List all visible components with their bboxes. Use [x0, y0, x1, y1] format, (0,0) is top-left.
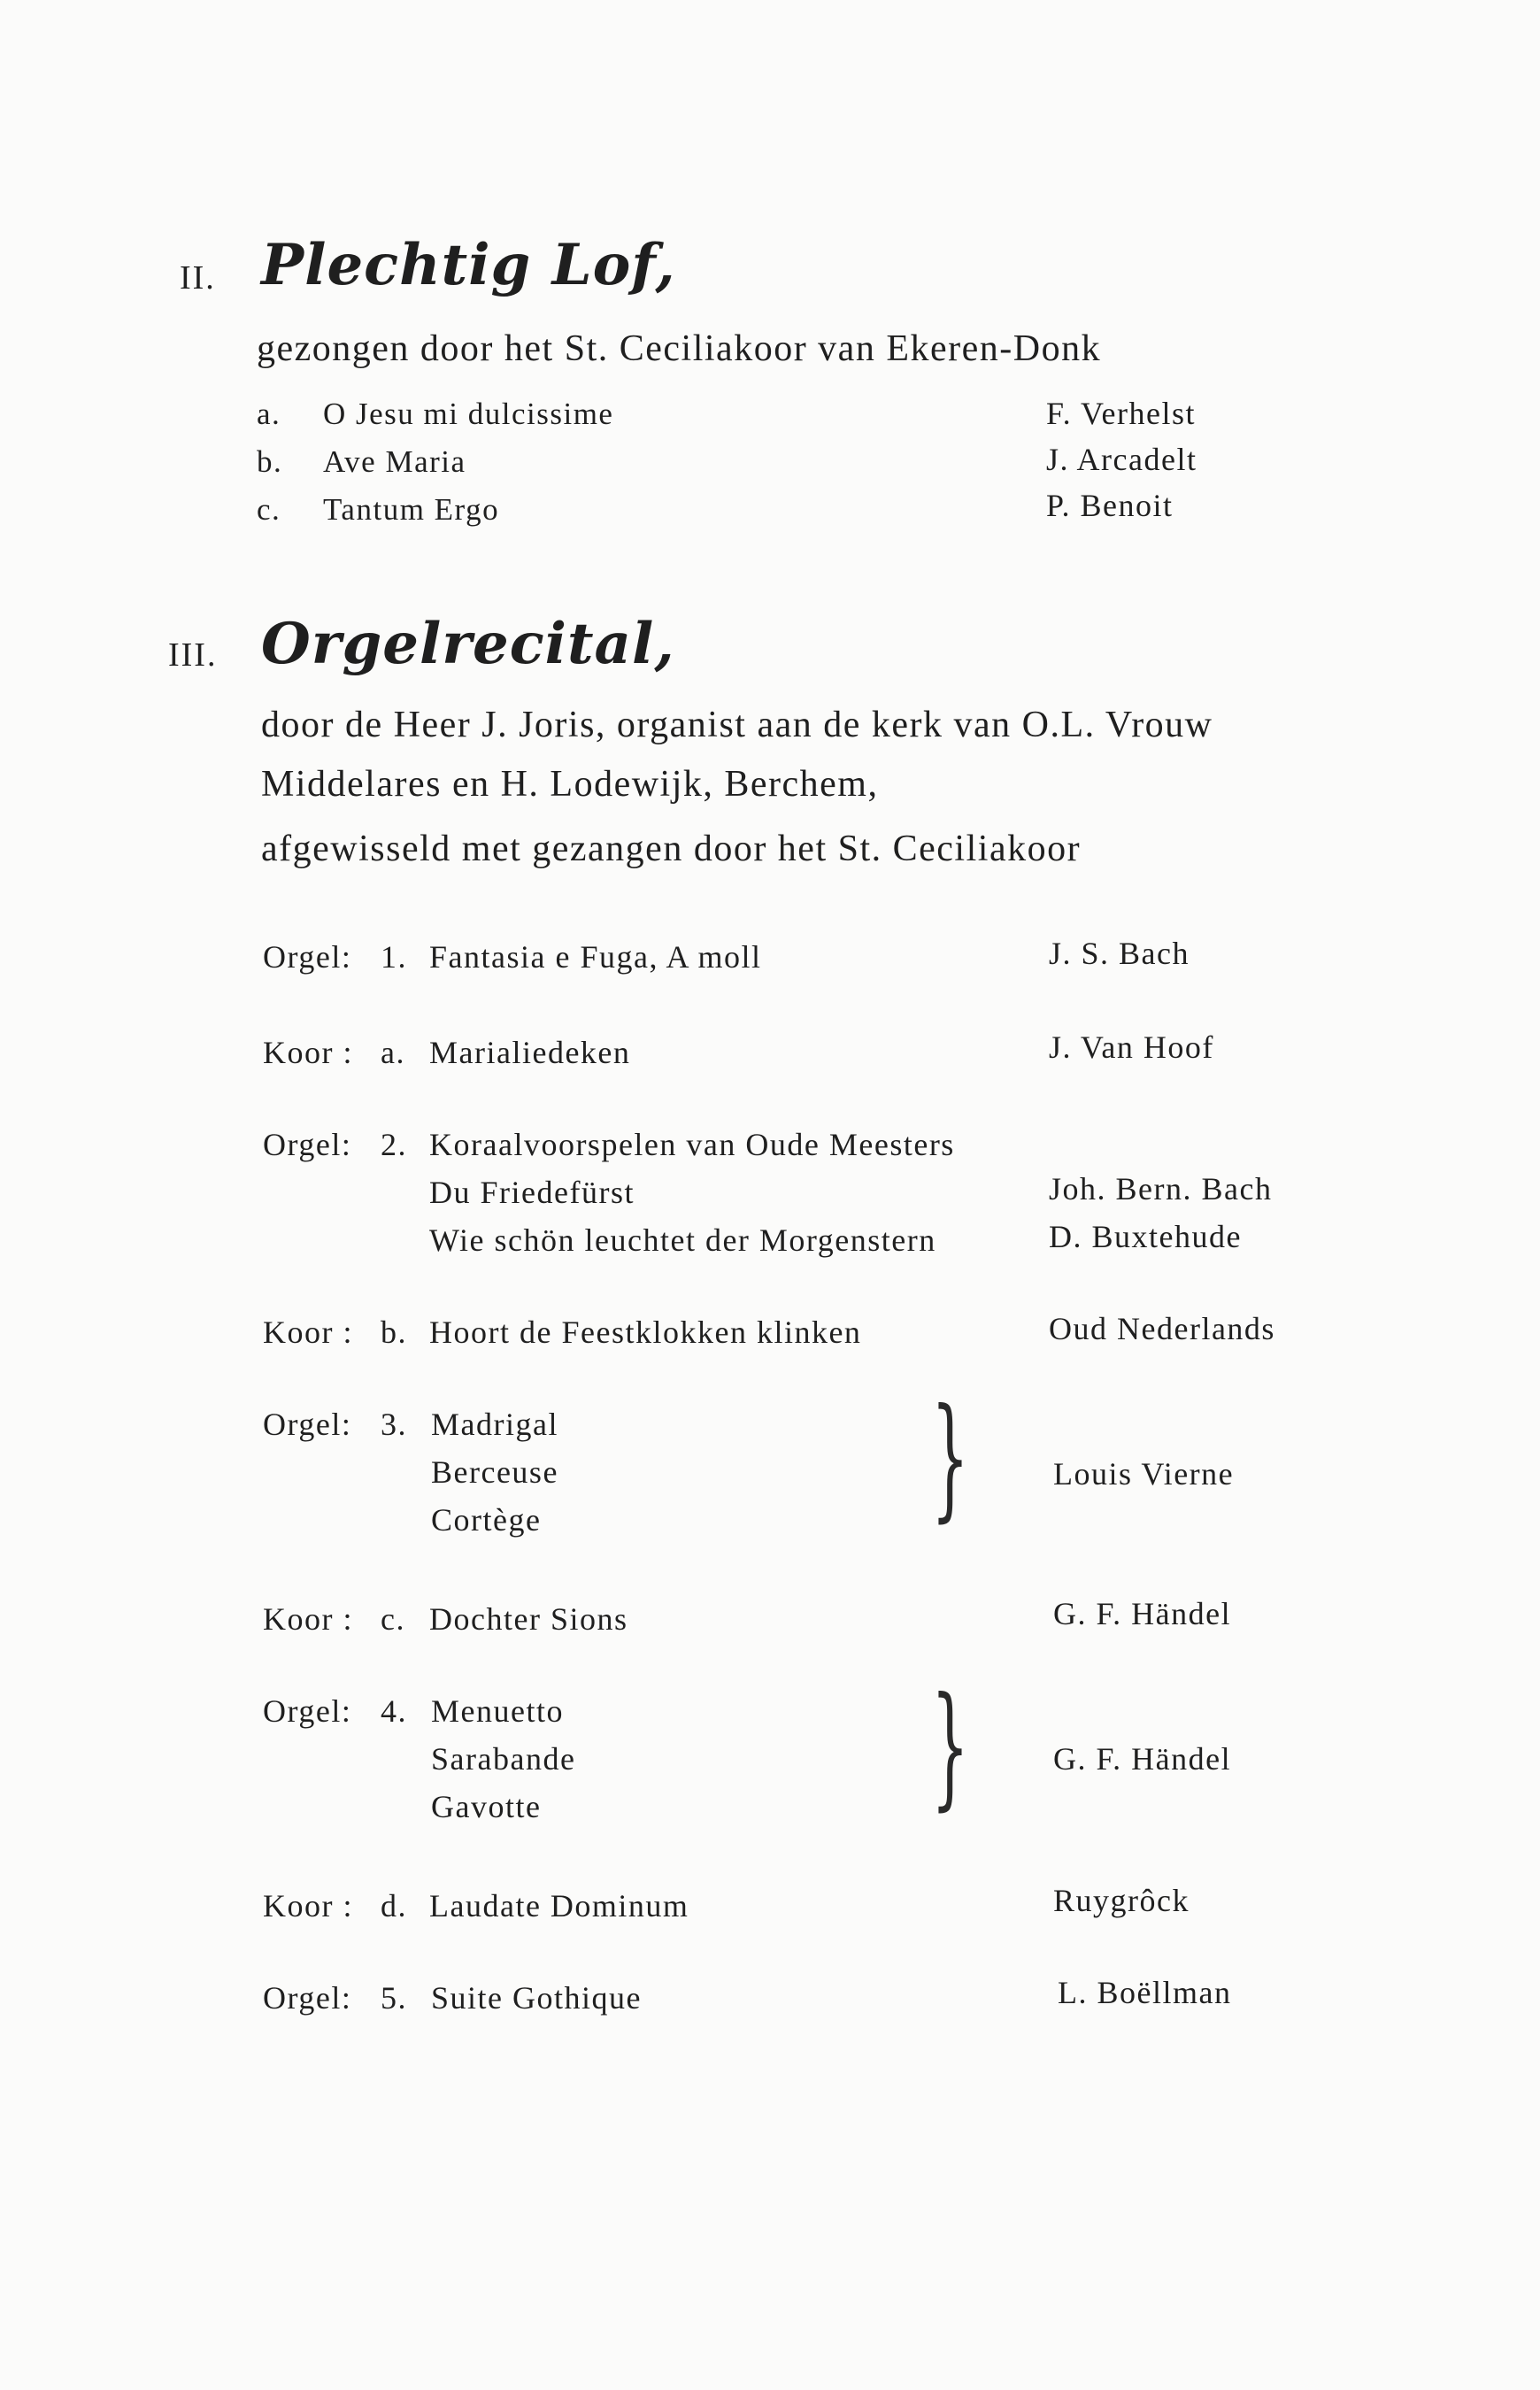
- program-title: Laudate Dominum: [429, 1888, 689, 1924]
- item-title: Tantum Ergo: [323, 492, 500, 527]
- program-composer: Joh. Bern. Bach: [1049, 1171, 1273, 1207]
- section-3-title: Orgelrecital,: [261, 611, 675, 677]
- program-subtitle: Cortège: [431, 1502, 542, 1538]
- right-brace-icon: }: [931, 1381, 969, 1535]
- program-subtitle: Wie schön leuchtet der Morgenstern: [429, 1222, 936, 1258]
- program-label: Koor :: [263, 1314, 353, 1350]
- program-label: Orgel:: [263, 1127, 352, 1162]
- program-subtitle: Berceuse: [431, 1454, 558, 1490]
- program-number: 2.: [381, 1127, 407, 1162]
- section-3-intro-line: door de Heer J. Joris, organist aan de kerk van O.L. Vrouw: [261, 705, 1213, 745]
- program-title: Hoort de Feestklokken klinken: [429, 1314, 862, 1350]
- program-composer: L. Boëllman: [1058, 1975, 1232, 2010]
- program-composer: G. F. Händel: [1053, 1596, 1232, 1631]
- item-letter: a.: [257, 397, 281, 431]
- program-composer: Ruygrôck: [1053, 1883, 1190, 1918]
- section-2-subtitle: gezongen door het St. Ceciliakoor van Ekeren-Donk: [257, 328, 1102, 369]
- program-label: Koor :: [263, 1601, 353, 1637]
- program-number: d.: [381, 1888, 407, 1924]
- program-label: Orgel:: [263, 939, 352, 975]
- program-label: Orgel:: [263, 1693, 352, 1729]
- section-3-numeral: III.: [168, 636, 218, 674]
- program-number: 5.: [381, 1980, 407, 2016]
- program-composer: Oud Nederlands: [1049, 1311, 1275, 1346]
- item-letter: b.: [257, 444, 283, 479]
- program-number: 3.: [381, 1407, 407, 1442]
- program-label: Orgel:: [263, 1980, 352, 2016]
- program-number: 1.: [381, 939, 407, 975]
- program-title: Marialiedeken: [429, 1035, 631, 1070]
- program-title: Fantasia e Fuga, A moll: [429, 939, 762, 975]
- section-3-intro-line: afgewisseld met gezangen door het St. Ceciliakoor: [261, 829, 1082, 869]
- program-title: Madrigal: [431, 1407, 558, 1442]
- program-composer: G. F. Händel: [1053, 1741, 1232, 1777]
- program-title: Menuetto: [431, 1693, 564, 1729]
- program-subtitle: Du Friedefürst: [429, 1175, 635, 1210]
- program-number: b.: [381, 1314, 407, 1350]
- item-title: Ave Maria: [323, 444, 466, 479]
- section-2-numeral: II.: [180, 259, 216, 297]
- item-letter: c.: [257, 492, 281, 527]
- program-composer: J. S. Bach: [1049, 936, 1190, 971]
- program-title: Dochter Sions: [429, 1601, 628, 1637]
- item-composer: F. Verhelst: [1046, 396, 1196, 431]
- program-composer: D. Buxtehude: [1049, 1219, 1242, 1254]
- program-label: Koor :: [263, 1888, 353, 1924]
- program-composer: J. Van Hoof: [1049, 1029, 1214, 1065]
- item-title: O Jesu mi dulcissime: [323, 397, 614, 431]
- program-subtitle: Gavotte: [431, 1789, 542, 1824]
- program-number: c.: [381, 1601, 405, 1637]
- program-subtitle: Sarabande: [431, 1741, 576, 1777]
- item-composer: J. Arcadelt: [1046, 442, 1197, 477]
- right-brace-icon: }: [931, 1669, 969, 1823]
- section-3-intro-line: Middelares en H. Lodewijk, Berchem,: [261, 764, 879, 805]
- program-label: Orgel:: [263, 1407, 352, 1442]
- program-label: Koor :: [263, 1035, 353, 1070]
- program-number: a.: [381, 1035, 405, 1070]
- program-number: 4.: [381, 1693, 407, 1729]
- section-2-title: Plechtig Lof,: [261, 232, 676, 298]
- item-composer: P. Benoit: [1046, 488, 1174, 523]
- program-title: Suite Gothique: [431, 1980, 642, 2016]
- program-composer: Louis Vierne: [1053, 1456, 1235, 1492]
- program-title: Koraalvoorspelen van Oude Meesters: [429, 1127, 955, 1162]
